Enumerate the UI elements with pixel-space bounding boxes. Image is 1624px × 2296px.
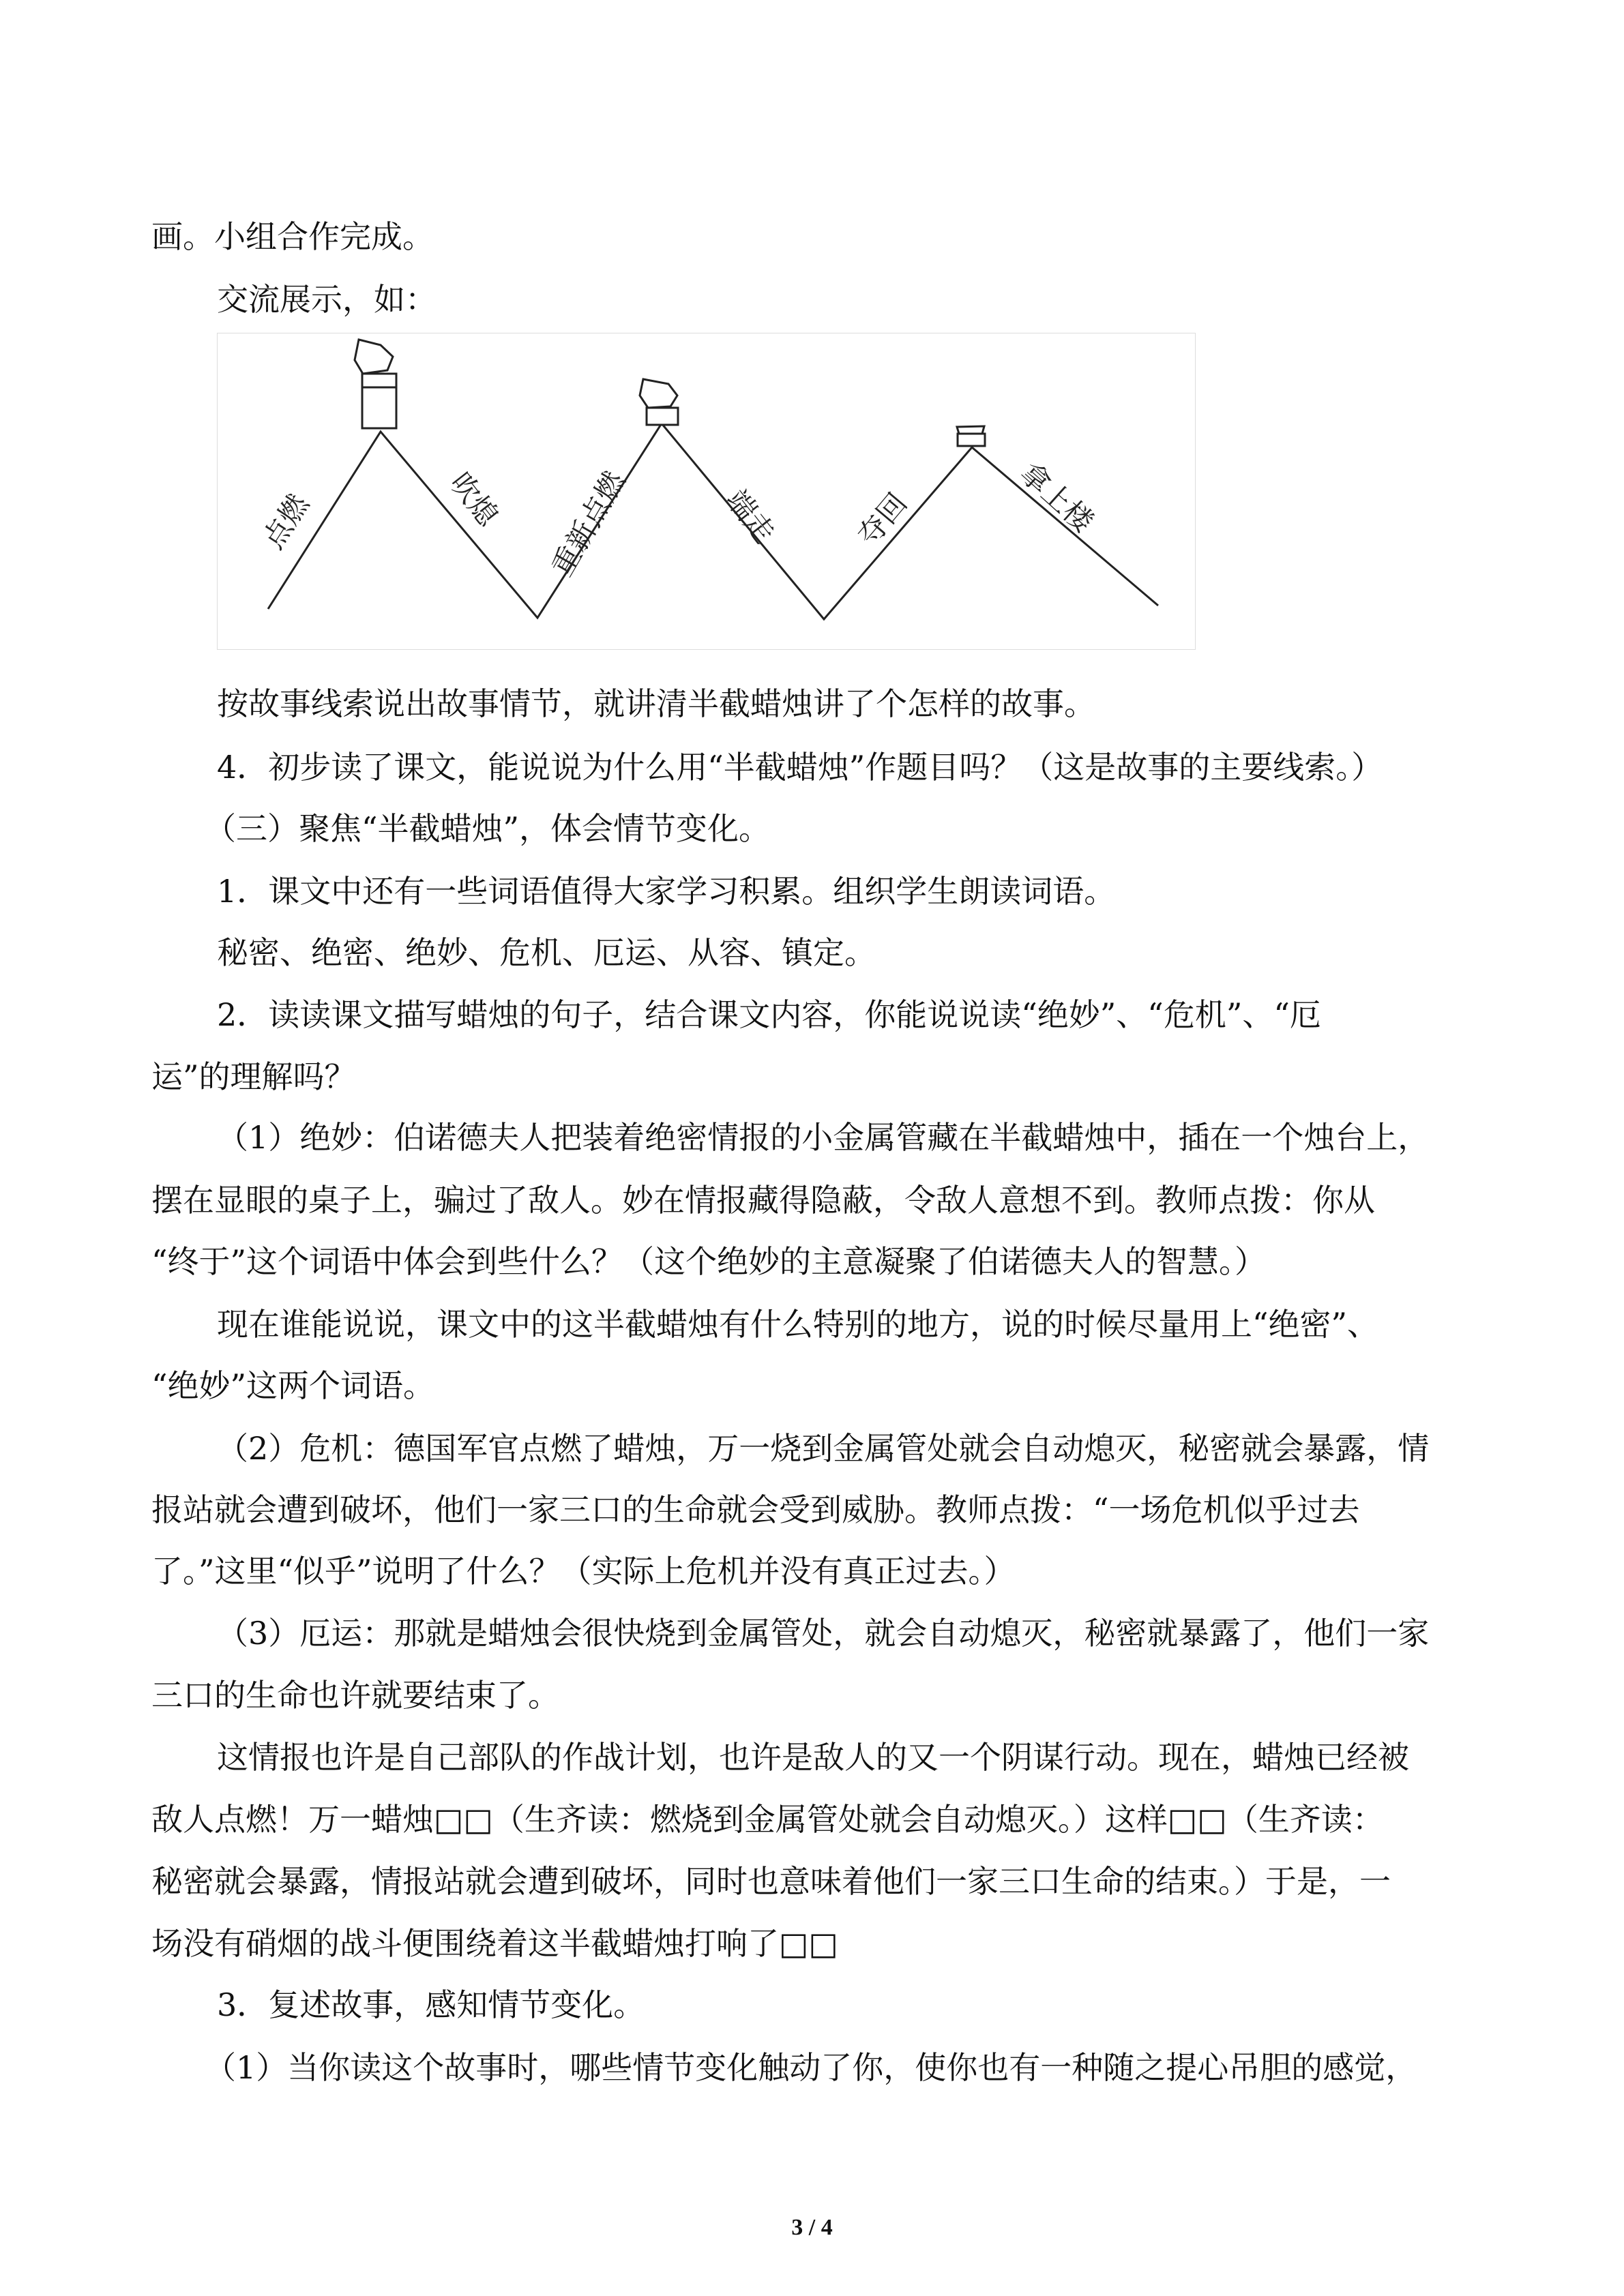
plot-label: 夺回	[851, 486, 914, 552]
paragraph-line: 1．课文中还有一些词语值得大家学习积累。组织学生朗读词语。	[217, 873, 1116, 910]
paragraph-line: （三）聚焦“半截蜡烛”，体会情节变化。	[205, 810, 771, 847]
paragraph-line: 按故事线索说出故事情节，就讲清半截蜡烛讲了个怎样的故事。	[217, 685, 1095, 722]
paragraph-line: 报站就会遭到破坏，他们一家三口的生命就会受到威胁。教师点拨：“一场危机似乎过去	[151, 1491, 1360, 1528]
paragraph-line: “绝妙”这两个词语。	[151, 1367, 435, 1404]
plot-label: 点燃	[256, 488, 316, 555]
plot-label: 吹熄	[443, 466, 505, 533]
paragraph-line: 交流展示，如：	[217, 281, 437, 318]
paragraph-line: 三口的生命也许就要结束了。	[151, 1677, 559, 1714]
paragraph-line: 场没有硝烟的战斗便围绕着这半截蜡烛打响了□□	[151, 1925, 838, 1962]
paragraph-line: 3．复述故事，感知情节变化。	[217, 1986, 645, 2023]
page-number: 3 / 4	[791, 2215, 833, 2240]
paragraph-line: 摆在显眼的桌子上，骗过了敌人。妙在情报藏得隐蔽，令敌人意想不到。教师点拨：你从	[151, 1182, 1375, 1219]
paragraph-line: 4．初步读了课文，能说说为什么用“半截蜡烛”作题目吗？（这是故事的主要线索。）	[217, 749, 1383, 786]
plot-line-diagram	[217, 333, 1196, 650]
paragraph-line: 2．读读课文描写蜡烛的句子，结合课文内容，你能说说读“绝妙”、“危机”、“厄	[217, 996, 1321, 1033]
plot-label: 端走	[720, 483, 782, 550]
paragraph-line: 秘密、绝密、绝妙、危机、厄运、从容、镇定。	[217, 934, 876, 971]
paragraph-line: 运”的理解吗？	[151, 1058, 356, 1095]
paragraph-line: “终于”这个词语中体会到些什么？（这个绝妙的主意凝聚了伯诺德夫人的智慧。）	[151, 1243, 1267, 1280]
candle-icon	[957, 426, 985, 446]
plot-label: 重新点燃	[545, 465, 632, 582]
paragraph-line: （1）绝妙：伯诺德夫人把装着绝密情报的小金属管藏在半截蜡烛中，插在一个烛台上，	[217, 1119, 1430, 1156]
plot-label: 拿上楼	[1014, 456, 1100, 539]
paragraph-line: 画。小组合作完成。	[151, 218, 434, 255]
paragraph-line: 了。”这里“似乎”说明了什么？（实际上危机并没有真正过去。）	[151, 1553, 1016, 1590]
paragraph-line: 现在谁能说说，课文中的这半截蜡烛有什么特别的地方，说的时候尽量用上“绝密”、	[217, 1306, 1379, 1343]
paragraph-line: （3）厄运：那就是蜡烛会很快烧到金属管处，就会自动熄灭，秘密就暴露了，他们一家	[217, 1615, 1430, 1652]
paragraph-line: （1）当你读这个故事时，哪些情节变化触动了你，使你也有一种随之提心吊胆的感觉，	[205, 2049, 1417, 2086]
paragraph-line: （2）危机：德国军官点燃了蜡烛，万一烧到金属管处就会自动熄灭，秘密就会暴露，情	[217, 1430, 1430, 1467]
paragraph-line: 敌人点燃！万一蜡烛□□（生齐读：燃烧到金属管处就会自动熄灭。）这样□□（生齐读：	[151, 1801, 1384, 1838]
paragraph-line: 这情报也许是自己部队的作战计划，也许是敌人的又一个阴谋行动。现在，蜡烛已经被	[217, 1739, 1409, 1776]
paragraph-line: 秘密就会暴露，情报站就会遭到破坏，同时也意味着他们一家三口生命的结束。）于是，一	[151, 1863, 1391, 1900]
